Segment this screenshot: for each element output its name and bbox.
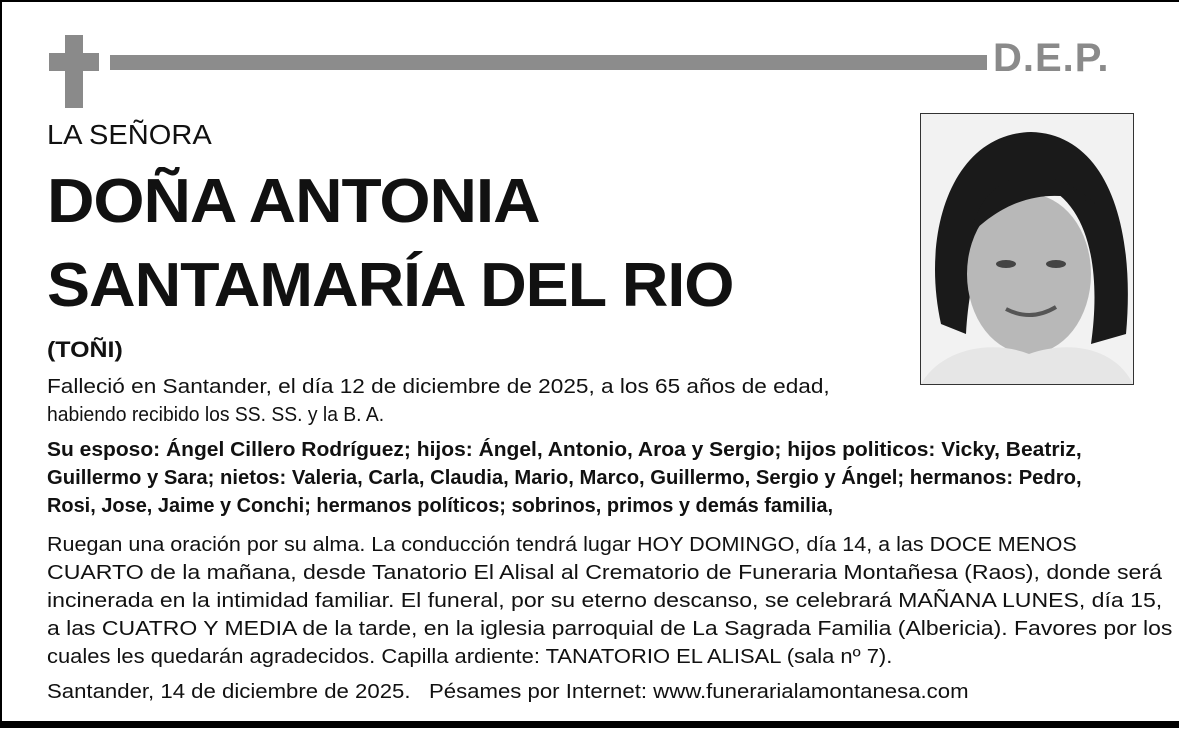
service-line: CUARTO de la mañana, desde Tanatorio El Alisal al Crematorio de Funeraria Montañesa (Raos), donde será bbox=[47, 562, 1162, 584]
cross-icon-arm bbox=[49, 53, 99, 71]
death-info-line: habiendo recibido los SS. SS. y la B. A. bbox=[47, 404, 385, 426]
service-line: cuales les quedarán agradecidos. Capilla ardiente: TANATORIO EL ALISAL (sala nº 7). bbox=[47, 646, 893, 668]
service-line: incinerada en la intimidad familiar. El funeral, por su eterno descanso, se celebrará MAÑANA LUNES, día 15, bbox=[47, 590, 1163, 612]
family-line: Rosi, Jose, Jaime y Conchi; hermanos políticos; sobrinos, primos y demás familia, bbox=[47, 495, 833, 517]
deceased-name-line-2: SANTAMARÍA DEL RIO bbox=[47, 251, 734, 320]
deceased-name-line-1: DOÑA ANTONIA bbox=[47, 167, 540, 236]
portrait-image bbox=[921, 114, 1133, 384]
footer-line bbox=[47, 681, 969, 704]
cross-icon bbox=[65, 35, 83, 108]
family-line: Su esposo: Ángel Cillero Rodríguez; hijos: Ángel, Antonio, Aroa y Sergio; hijos politicos: Vicky, Beatriz, bbox=[47, 439, 1082, 461]
dep-label: D.E.P. bbox=[993, 36, 1110, 80]
death-info-line: Falleció en Santander, el día 12 de diciembre de 2025, a los 65 años de edad, bbox=[47, 376, 830, 398]
footer-text: Santander, 14 de diciembre de 2025. Pésames por Internet: www.funerarialamontanesa.com bbox=[47, 681, 969, 703]
header-rule bbox=[110, 55, 987, 70]
service-line: a las CUATRO Y MEDIA de la tarde, en la iglesia parroquial de La Sagrada Familia (Albericia). Favores por los bbox=[47, 618, 1173, 640]
family-line: Guillermo y Sara; nietos: Valeria, Carla, Claudia, Mario, Marco, Guillermo, Sergio y Ángel; hermanos: Pedro, bbox=[47, 467, 1082, 489]
service-line: Ruegan una oración por su alma. La conducción tendrá lugar HOY DOMINGO, día 14, a las DOCE MENOS bbox=[47, 534, 1077, 556]
deceased-photo bbox=[920, 113, 1134, 385]
deceased-nickname: (TOÑI) bbox=[47, 337, 123, 362]
deceased-title: LA SEÑORA bbox=[47, 119, 212, 150]
